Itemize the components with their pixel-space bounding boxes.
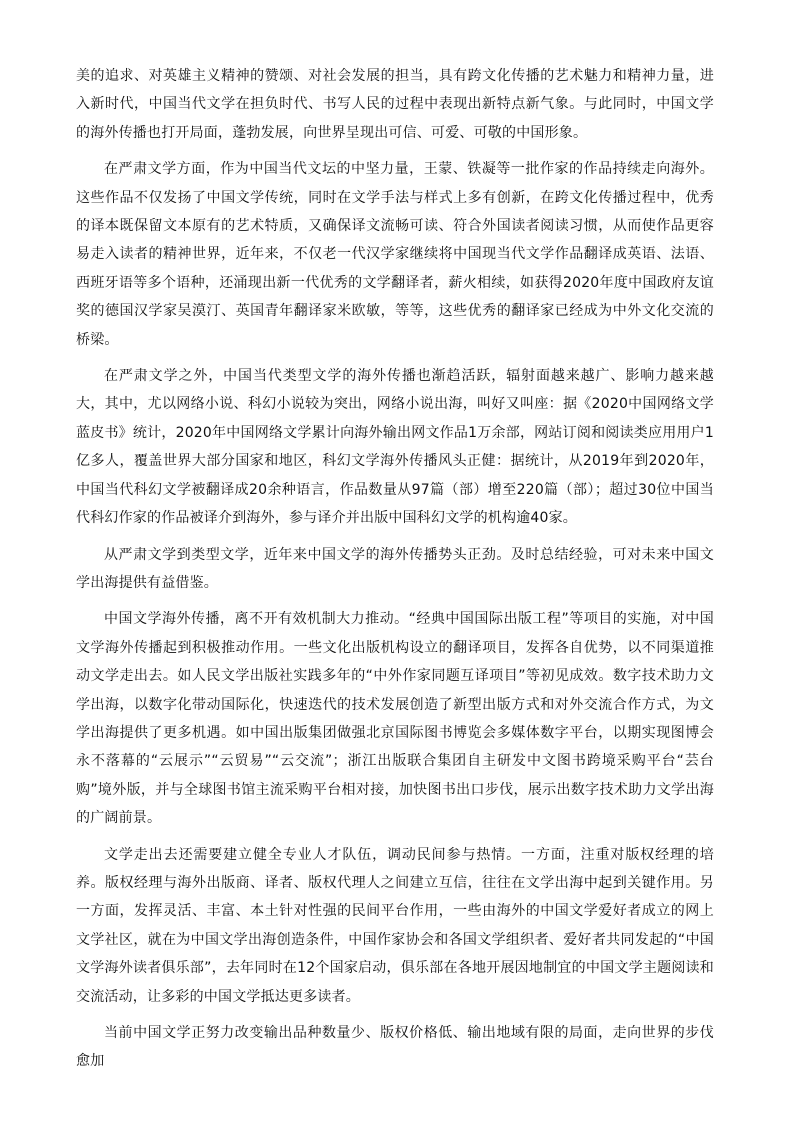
paragraph-3: 在严肃文学之外，中国当代类型文学的海外传播也渐趋活跃，辐射面越来越广、影响力越来越大，其中，尤以网络小说、科幻小说较为突出，网络小说出海，叫好又叫座：据《2020中国网络文学蓝皮书》统计，2020年中国网络文学累计向海外输出网文作品1万余部，网站订阅和阅读类应用用户1亿多人，覆盖世界大部分国家和地区，科幻文学海外传播风头正健：据统计，从2019年到2020年，中国当代科幻文学被翻译成20余种语言，作品数量从97篇（部）增至220篇（部）；超过30位中国当代科幻作家的作品被译介到海外，参与译介并出版中国科幻文学的机构逾40家。: [76, 368, 714, 527]
paragraph-2: 在严肃文学方面，作为中国当代文坛的中坚力量，王蒙、铁凝等一批作家的作品持续走向海外。这些作品不仅发扬了中国文学传统，同时在文学手法与样式上多有创新，在跨文化传播过程中，优秀的译本既保留文本原有的艺术特质，又确保译文流畅可读、符合外国读者阅读习惯，从而使作品更容易走入读者的精神世界，近年来，不仅老一代汉学家继续将中国现当代文学作品翻译成英语、法语、西班牙语等多个语种，还涌现出新一代优秀的文学翻译者，薪火相续，如获得2020年度中国政府友谊奖的德国汉学家吴漠汀、英国青年翻译家米欧敏，等等，这些优秀的翻译家已经成为中外文化交流的桥梁。: [76, 161, 714, 348]
paragraph-6: 文学走出去还需要建立健全专业人才队伍，调动民间参与热情。一方面，注重对版权经理的培养。版权经理与海外出版商、译者、版权代理人之间建立互信，往往在文学出海中起到关键作用。另一方面，发挥灵活、丰富、本土针对性强的民间平台作用，一些由海外的中国文学爱好者成立的网上文学社区，就在为中国文学出海创造条件，中国作家协会和各国文学组织者、爱好者共同发起的“中国文学海外读者俱乐部”，去年同时在12个国家启动，俱乐部在各地开展因地制宜的中国文学主题阅读和交流活动，让多彩的中国文学抵达更多读者。: [76, 846, 714, 1005]
paragraph-1: 美的追求、对英雄主义精神的赞颂、对社会发展的担当，具有跨文化传播的艺术魅力和精神力量，进入新时代，中国当代文学在担负时代、书写人民的过程中表现出新特点新气象。与此同时，中国文学的海外传播也打开局面，蓬勃发展，向世界呈现出可信、可爱、可敬的中国形象。: [76, 68, 714, 141]
paragraph-4: 从严肃文学到类型文学，近年来中国文学的海外传播势头正劲。及时总结经验，可对未来中国文学出海提供有益借鉴。: [76, 546, 714, 591]
paragraph-7: 当前中国文学正努力改变输出品种数量少、版权价格低、输出地域有限的局面，走向世界的步伐愈加: [76, 1025, 714, 1070]
paragraph-5: 中国文学海外传播，离不开有效机制大力推动。“经典中国国际出版工程”等项目的实施，对中国文学海外传播起到积极推动作用。一些文化出版机构设立的翻译项目，发挥各自优势，以不同渠道推动文学走出去。如人民文学出版社实践多年的“中外作家同题互译项目”等初见成效。数字技术助力文学出海，以数字化带动国际化，快速迭代的技术发展创造了新型出版方式和对外交流合作方式，为文学出海提供了更多机遇。如中国出版集团做强北京国际图书博览会多媒体数字平台，以期实现图博会永不落幕的“云展示”“云贸易”“云交流”；浙江出版联合集团自主研发中文图书跨境采购平台“芸台购”境外版，并与全球图书馆主流采购平台相对接，加快图书出口步伐，展示出数字技术助力文学出海的广阔前景。: [76, 611, 714, 827]
document-page: [76, 62, 714, 1084]
